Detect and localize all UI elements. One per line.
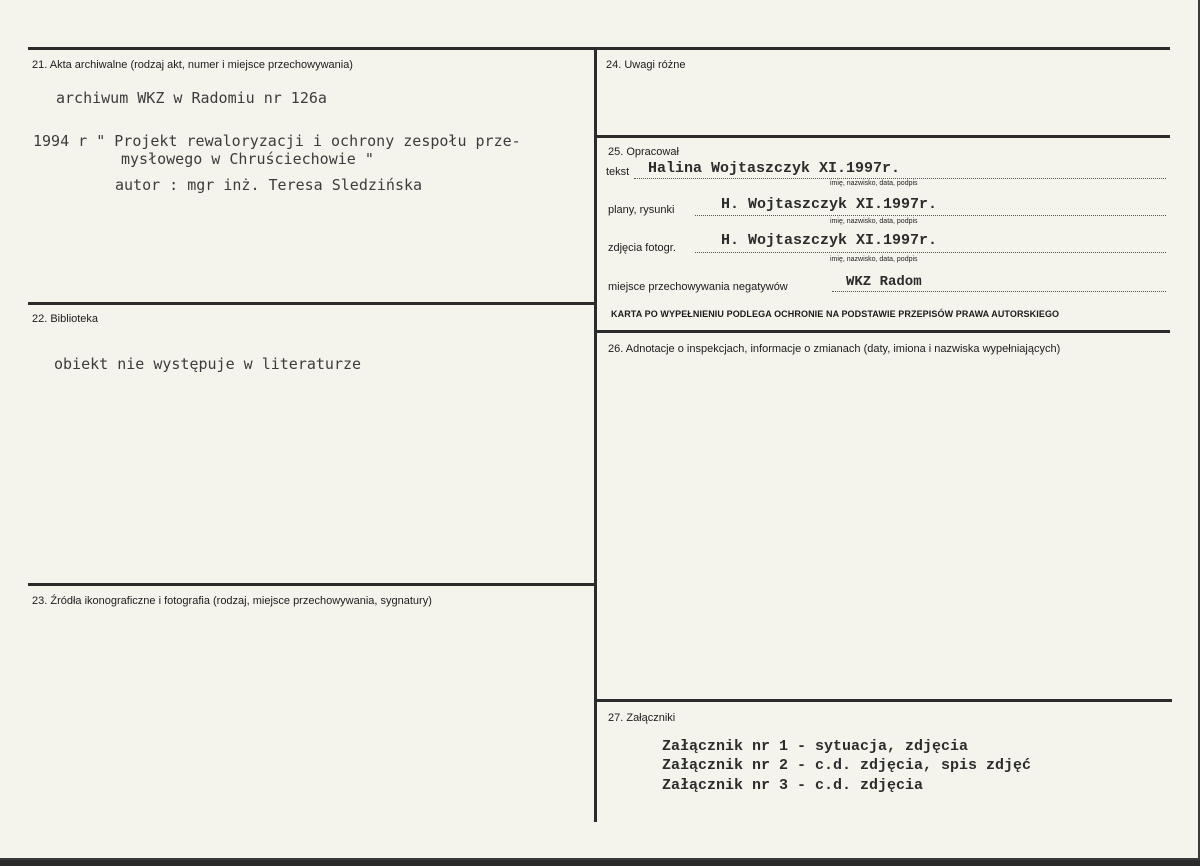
section-22-text: obiekt nie występuje w literaturze [54,355,362,373]
zdjecia-label: zdjęcia fotogr. [608,242,676,254]
divider-21-22 [28,302,596,305]
tekst-label: tekst [606,166,630,178]
section-27-label: 27. Załączniki [608,712,676,724]
divider-25-26 [594,330,1170,333]
negatywy-dotted-line [832,291,1166,292]
section-25-label: 25. Opracował [608,146,679,158]
zdjecia-dotted-line [695,252,1166,253]
section-26-label: 26. Adnotacje o inspekcjach, informacje o zmianach (daty, imiona i nazwiska wypełniających) [608,343,1061,355]
attachment-item-1: Załącznik nr 1 - sytuacja, zdjęcia [662,738,969,755]
tekst-caption: imię, nazwisko, data, podpis [830,180,918,187]
negatywy-value: WKZ Radom [846,274,922,290]
tekst-dotted-line [634,178,1166,179]
attachment-item-2: Załącznik nr 2 - c.d. zdjęcia, spis zdjęć [662,757,1032,774]
center-divider-line [594,47,597,822]
section-24-label: 24. Uwagi różne [606,59,686,71]
plany-label: plany, rysunki [608,204,675,216]
section-21-project-line: 1994 r " Projekt rewaloryzacji i ochrony zespołu prze- [33,132,521,150]
plany-dotted-line [695,215,1166,216]
zdjecia-caption: imię, nazwisko, data, podpis [830,256,918,263]
copyright-notice: KARTA PO WYPEŁNIENIU PODLEGA OCHRONIE NA PODSTAWIE PRZEPISÓW PRAWA AUTORSKIEGO [611,309,1060,319]
section-21-label: 21. Akta archiwalne (rodzaj akt, numer i miejsce przechowywania) [32,59,353,71]
attachment-item-3: Załącznik nr 3 - c.d. zdjęcia [662,777,924,794]
negatywy-label: miejsce przechowywania negatywów [608,281,788,293]
section-21-archive-line: archiwum WKZ w Radomiu nr 126a [56,89,327,107]
divider-26-27 [594,699,1172,702]
section-23-label: 23. Źródła ikonograficzne i fotografia (rodzaj, miejsce przechowywania, sygnatury) [32,595,432,607]
top-border-line [28,47,1170,50]
plany-caption: imię, nazwisko, data, podpis [830,218,918,225]
section-21-project-line-cont: mysłowego w Chruściechowie " [121,150,374,168]
section-22-label: 22. Biblioteka [32,313,99,325]
divider-22-23 [28,583,596,586]
plany-value: H. Wojtaszczyk XI.1997r. [721,196,938,213]
tekst-value: Halina Wojtaszczyk XI.1997r. [648,160,901,177]
zdjecia-value: H. Wojtaszczyk XI.1997r. [721,232,938,249]
divider-24-25 [594,135,1170,138]
section-21-author-line: autor : mgr inż. Teresa Sledzińska [115,176,423,194]
